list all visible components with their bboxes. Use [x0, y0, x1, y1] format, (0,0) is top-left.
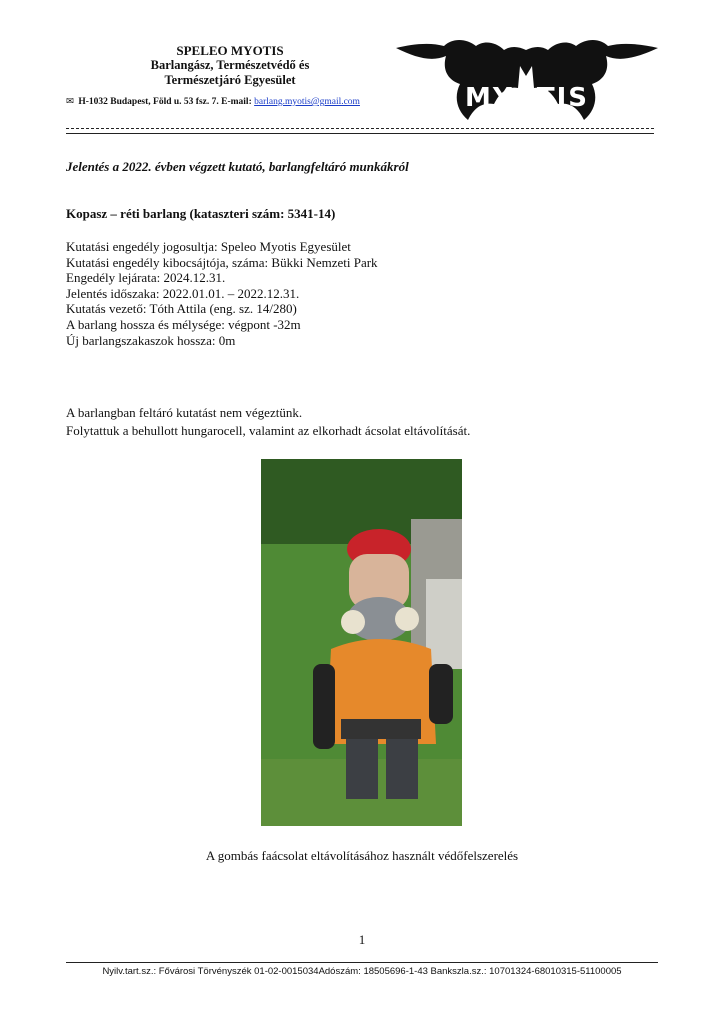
org-address — [66, 96, 360, 107]
info-line: Új barlangszakaszok hossza: 0m — [66, 332, 236, 348]
caver-photo — [261, 459, 462, 826]
email-link[interactable]: barlang.myotis@gmail.com — [254, 97, 360, 107]
org-name: SPELEO MYOTIS — [176, 43, 284, 58]
footer-text: Nyilv.tart.sz.: Fővárosi Törvényszék 01-02-0015034Adószám: 18505696-1-43 Bankszla.sz.: 10701324-68010315-51100005 — [102, 966, 622, 977]
report-title: Jelentés a 2022. évben végzett kutató, barlangfeltáró munkákról — [66, 159, 409, 174]
bat-logo — [396, 36, 658, 124]
photo-caption: A gombás faácsolat eltávolításához használt védőfelszerelés — [205, 848, 519, 863]
info-line: Kutatás vezető: Tóth Attila (eng. sz. 14/280) — [66, 301, 297, 317]
report-paragraph — [66, 404, 470, 440]
paragraph-line: Folytattuk a behullott hungarocell, valamint az elkorhadt ácsolat eltávolítását. — [66, 423, 471, 438]
envelope-icon: ✉ — [66, 97, 74, 107]
info-line: A barlang hossza és mélysége: végpont -32m — [66, 316, 301, 332]
org-subtitle-line1: Barlangász, Természetvédő és — [150, 58, 310, 72]
info-block — [66, 239, 378, 348]
page-number: 1 — [358, 932, 366, 947]
org-subtitle-line2: Természetjáró Egyesület — [164, 73, 296, 87]
footer-divider — [66, 962, 658, 963]
cave-title: Kopasz – réti barlang (kataszteri szám: 5341-14) — [66, 206, 336, 221]
info-line: Jelentés időszaka: 2022.01.01. – 2022.12.31. — [66, 285, 300, 301]
paragraph-line: A barlangban feltáró kutatást nem végeztünk. — [66, 405, 303, 420]
logo-text: MYOTIS — [464, 83, 590, 113]
info-line: Engedély lejárata: 2024.12.31. — [66, 270, 226, 286]
info-line: Kutatási engedély kibocsájtója, száma: Bükki Nemzeti Park — [66, 254, 378, 270]
header-divider-dashed — [66, 128, 654, 129]
header-divider-solid — [66, 133, 654, 134]
address-text: H-1032 Budapest, Föld u. 53 fsz. 7. E-mail: — [78, 97, 255, 107]
info-line: Kutatási engedély jogosultja: Speleo Myotis Egyesület — [66, 239, 351, 254]
org-subtitle — [120, 58, 340, 88]
